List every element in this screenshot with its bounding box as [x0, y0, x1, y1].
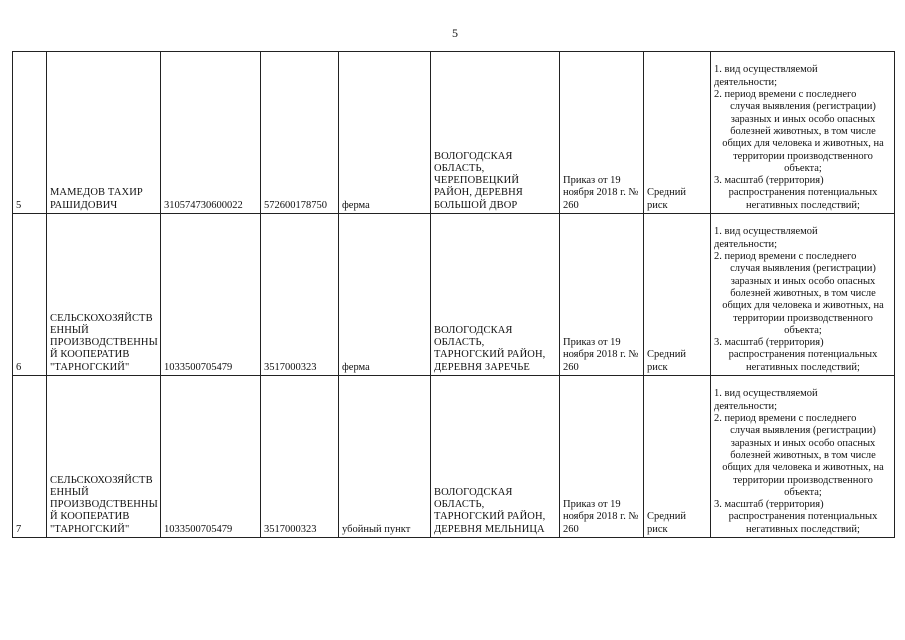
- table-row: [13, 376, 895, 538]
- criteria-line: негативных последствий;: [746, 361, 860, 373]
- object-type-cell: ферма: [339, 52, 431, 214]
- address-cell: ВОЛОГОДСКАЯ ОБЛАСТЬ, ТАРНОГСКИЙ РАЙОН, ДЕРЕВНЯ ЗАРЕЧЬЕ: [431, 214, 560, 376]
- criteria-line: территории производственного: [733, 474, 873, 486]
- criteria-line: 1. вид осуществляемой: [714, 64, 818, 76]
- criteria-line: заразных и иных особо опасных: [730, 113, 876, 125]
- criteria-line: 2. период времени с последнего: [714, 251, 857, 263]
- criteria-line: негативных последствий;: [746, 199, 860, 211]
- criteria-line: общих для человека и животных, на: [722, 462, 884, 474]
- risk-cell: Средний риск: [644, 376, 711, 538]
- order-cell: Приказ от 19 ноября 2018 г. № 260: [560, 52, 644, 214]
- criteria-line: болезней животных, в том числе: [730, 449, 876, 461]
- criteria-line: деятельности;: [714, 238, 778, 250]
- row-number: 5: [13, 52, 47, 214]
- order-cell: Приказ от 19 ноября 2018 г. № 260: [560, 376, 644, 538]
- row-number: 6: [13, 214, 47, 376]
- criteria-line: болезней животных, в том числе: [730, 287, 876, 299]
- criteria-line: случая выявления (регистрации): [730, 263, 876, 275]
- criteria-line: 2. период времени с последнего: [714, 89, 857, 101]
- criteria-line: деятельности;: [714, 400, 778, 412]
- address-cell: ВОЛОГОДСКАЯ ОБЛАСТЬ, ТАРНОГСКИЙ РАЙОН, ДЕРЕВНЯ МЕЛЬНИЦА: [431, 376, 560, 538]
- criteria-line: 1. вид осуществляемой: [714, 226, 818, 238]
- criteria-line: 3. масштаб (территория): [714, 337, 824, 349]
- criteria-line: распространения потенциальных: [728, 349, 878, 361]
- risk-cell: Средний риск: [644, 214, 711, 376]
- organization-name: МАМЕДОВ ТАХИР РАШИДОВИЧ: [47, 52, 161, 214]
- criteria-line: территории производственного: [733, 150, 873, 162]
- criteria-line: территории производственного: [733, 312, 873, 324]
- criteria-line: заразных и иных особо опасных: [730, 275, 876, 287]
- organization-name: СЕЛЬСКОХОЗЯЙСТВЕННЫЙ ПРОИЗВОДСТВЕННЫЙ КООПЕРАТИВ "ТАРНОГСКИЙ": [47, 376, 161, 538]
- criteria-cell: [711, 214, 895, 376]
- criteria-line: случая выявления (регистрации): [730, 425, 876, 437]
- criteria-line: 2. период времени с последнего: [714, 413, 857, 425]
- table-row: [13, 214, 895, 376]
- inn-cell: 3517000323: [261, 376, 339, 538]
- order-cell: Приказ от 19 ноября 2018 г. № 260: [560, 214, 644, 376]
- row-number: 7: [13, 376, 47, 538]
- ogrn-cell: 310574730600022: [161, 52, 261, 214]
- criteria-line: объекта;: [784, 324, 822, 336]
- criteria-line: 1. вид осуществляемой: [714, 388, 818, 400]
- registry-table: [12, 51, 895, 538]
- object-type-cell: убойный пункт: [339, 376, 431, 538]
- object-type-cell: ферма: [339, 214, 431, 376]
- criteria-cell: [711, 52, 895, 214]
- criteria-line: заразных и иных особо опасных: [730, 437, 876, 449]
- criteria-cell: [711, 376, 895, 538]
- risk-cell: Средний риск: [644, 52, 711, 214]
- criteria-line: распространения потенциальных: [728, 511, 878, 523]
- inn-cell: 3517000323: [261, 214, 339, 376]
- criteria-line: болезней животных, в том числе: [730, 125, 876, 137]
- criteria-line: общих для человека и животных, на: [722, 138, 884, 150]
- criteria-line: деятельности;: [714, 76, 778, 88]
- criteria-line: негативных последствий;: [746, 523, 860, 535]
- inn-cell: 572600178750: [261, 52, 339, 214]
- criteria-line: распространения потенциальных: [728, 187, 878, 199]
- criteria-line: случая выявления (регистрации): [730, 101, 876, 113]
- criteria-line: 3. масштаб (территория): [714, 175, 824, 187]
- organization-name: СЕЛЬСКОХОЗЯЙСТВЕННЫЙ ПРОИЗВОДСТВЕННЫЙ КООПЕРАТИВ "ТАРНОГСКИЙ": [47, 214, 161, 376]
- criteria-line: 3. масштаб (территория): [714, 499, 824, 511]
- table-row: [13, 52, 895, 214]
- criteria-line: объекта;: [784, 162, 822, 174]
- criteria-line: общих для человека и животных, на: [722, 300, 884, 312]
- ogrn-cell: 1033500705479: [161, 214, 261, 376]
- ogrn-cell: 1033500705479: [161, 376, 261, 538]
- criteria-line: объекта;: [784, 486, 822, 498]
- address-cell: ВОЛОГОДСКАЯ ОБЛАСТЬ, ЧЕРЕПОВЕЦКИЙ РАЙОН, ДЕРЕВНЯ БОЛЬШОЙ ДВОР: [431, 52, 560, 214]
- page-number: 5: [452, 26, 458, 40]
